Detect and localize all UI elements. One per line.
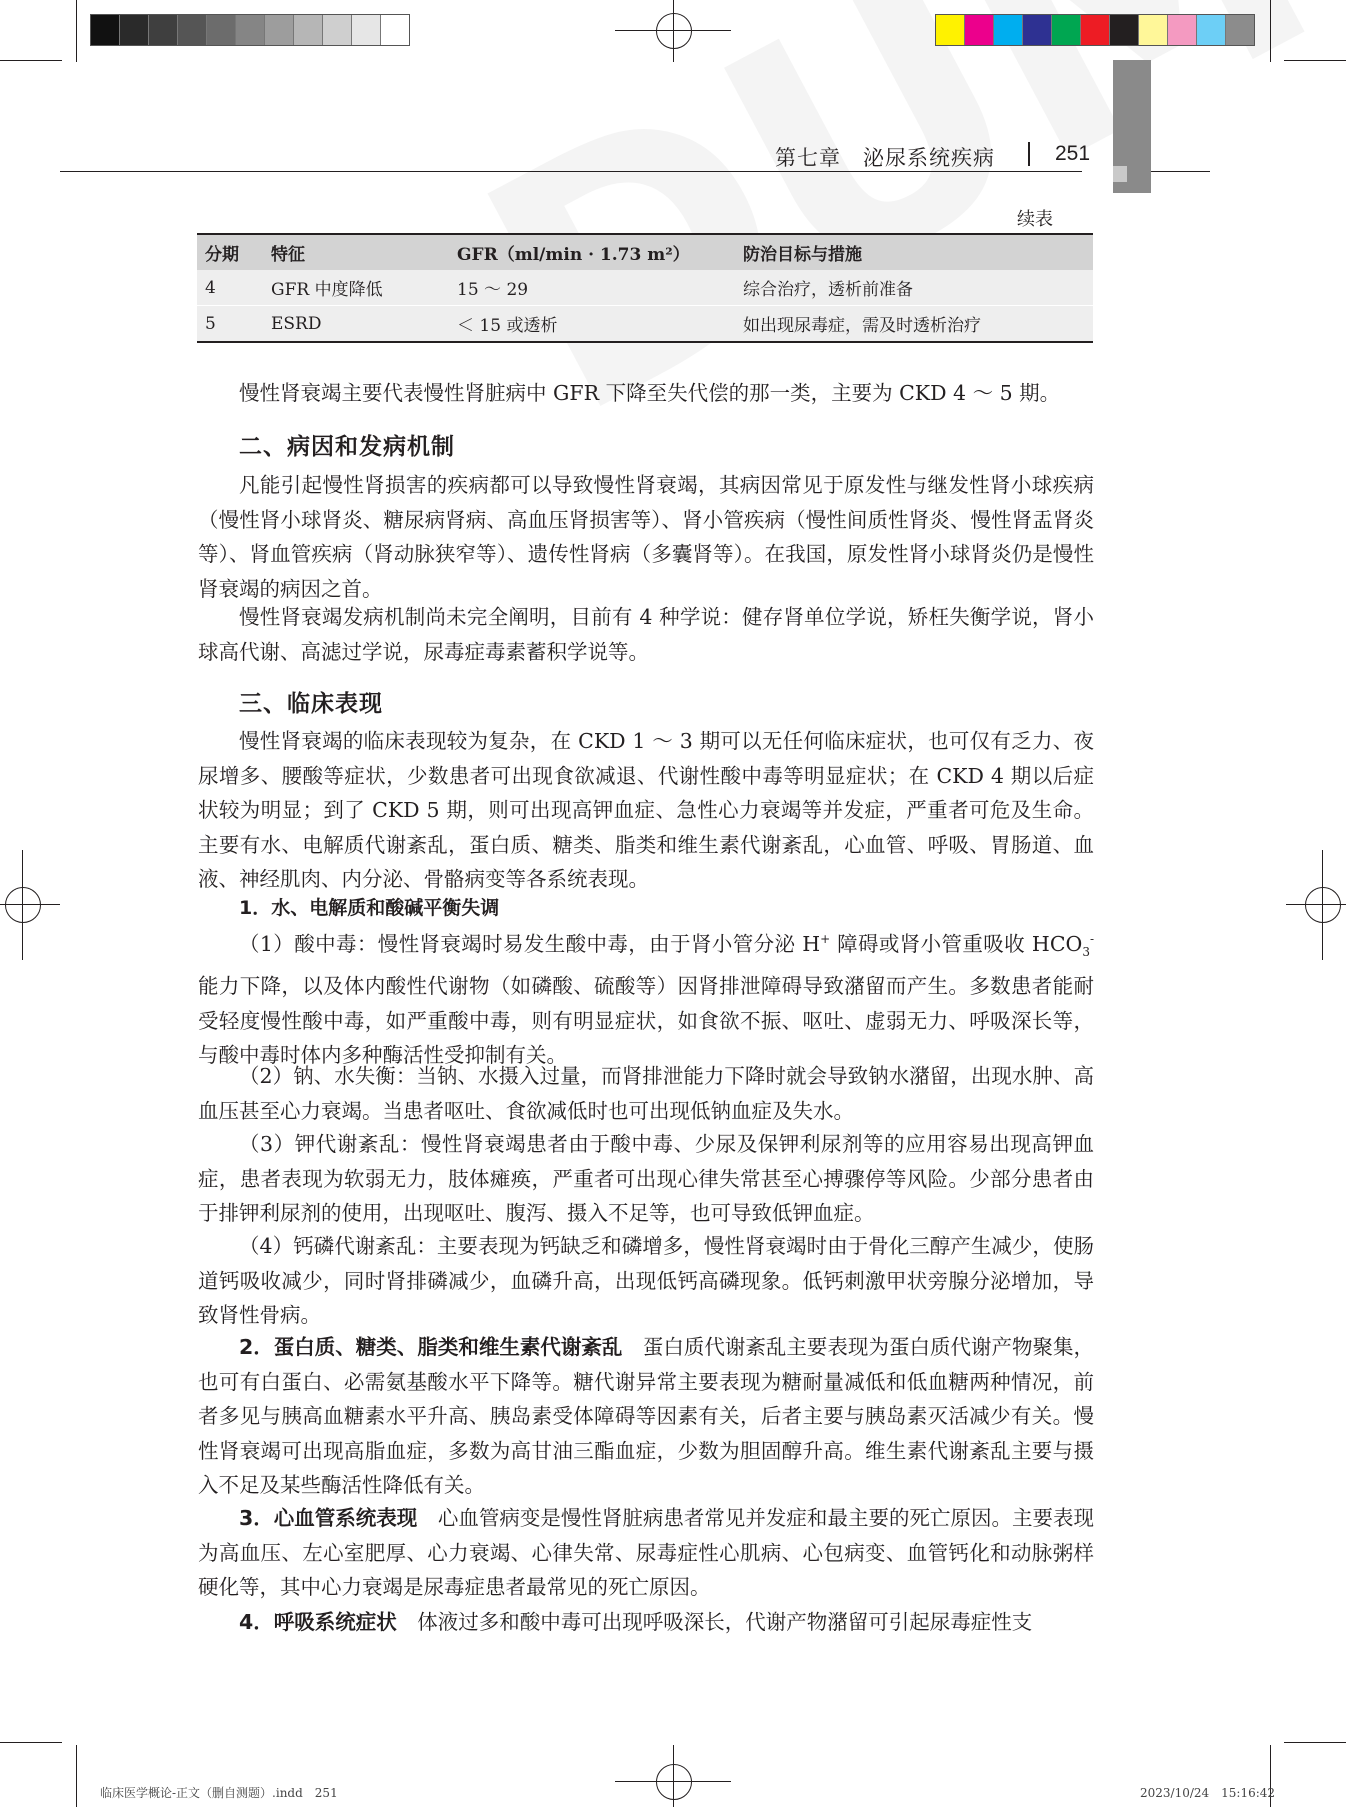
gray-swatch <box>91 15 120 45</box>
pathogenesis-paragraph: 慢性肾衰竭发病机制尚未完全阐明，目前有 4 种学说：健存肾单位学说，矫枉失衡学说，肾小球高代谢、高滤过学说，尿毒症毒素蓄积学说等。 <box>198 605 1094 664</box>
sodium-water-paragraph: （2）钠、水失衡：当钠、水摄入过量，而肾排泄能力下降时就会导致钠水潴留，出现水肿、高血压甚至心力衰竭。当患者呕吐、食欲减低时也可出现低钠血症及失水。 <box>198 1064 1094 1123</box>
gray-swatch <box>352 15 381 45</box>
table-cell: 4 <box>205 277 216 298</box>
acidosis-text-c: 能力下降，以及体内酸性代谢物（如磷酸、硫酸等）因肾排泄障碍导致潴留而产生。多数患者能耐受轻度慢性酸中毒，如严重酸中毒，则有明显症状，如食欲不振、呕吐、虚弱无力、呼吸深长等，与酸中毒时体内多种酶活性受抑制有关。 <box>198 974 1094 1068</box>
metabolism-text: 蛋白质代谢紊乱主要表现为蛋白质代谢产物聚集，也可有白蛋白、必需氨基酸水平下降等。糖代谢异常主要表现为糖耐量减低和低血糖两种情况，前者多见与胰高血糖素水平升高、胰岛素受体障碍等因素有关，后者主要与胰岛素灭活减少有关。慢性肾衰竭可出现高脂血症，多数为高甘油三酯血症，少数为胆固醇升高。维生素代谢紊乱主要与摄入不足及某些酶活性降低有关。 <box>198 1335 1094 1497</box>
acidosis-paragraph <box>198 922 1094 1073</box>
cardiovascular-text: 心血管病变是慢性肾脏病患者常见并发症和最主要的死亡原因。主要表现为高血压、左心室肥厚、心力衰竭、心律失常、尿毒症性心肌病、心包病变、血管钙化和动脉粥样硬化等，其中心力衰竭是尿毒症患者最常见的死亡原因。 <box>198 1506 1095 1599</box>
color-swatch <box>1052 15 1081 45</box>
gray-swatch <box>178 15 207 45</box>
hco3-superscript: - <box>1089 932 1095 946</box>
gray-swatch <box>381 15 409 45</box>
table-cell: 15 ～ 29 <box>457 280 529 300</box>
page-number: 251 <box>1055 142 1091 165</box>
subheading-electrolytes: 1．水、电解质和酸碱平衡失调 <box>239 897 500 919</box>
color-swatch <box>1110 15 1139 45</box>
table-cell: 5 <box>197 306 263 343</box>
table-cell: 如出现尿毒症，需及时透析治疗 <box>735 306 1093 343</box>
table-header-row <box>197 234 1093 270</box>
acidosis-text-a: （1）酸中毒：慢性肾衰竭时易发生酸中毒，由于肾小管分泌 H <box>239 931 821 956</box>
subheading-cardiovascular: 3．心血管系统表现 <box>239 1506 418 1530</box>
gray-swatch <box>294 15 323 45</box>
color-swatch <box>1081 15 1110 45</box>
header-separator <box>1028 142 1030 166</box>
cardiovascular-paragraph <box>198 1501 1094 1605</box>
ckd-stage-table <box>197 233 1093 343</box>
table-cell: GFR 中度降低 <box>271 280 383 300</box>
clinical-overview-paragraph: 慢性肾衰竭的临床表现较为复杂，在 CKD 1 ～ 3 期可以无任何临床症状，也可仅有乏力、夜尿增多、腰酸等症状，少数患者可出现食欲减退、代谢性酸中毒等明显症状；在 CKD 4 期以后症状较为明显；到了 CKD 5 期，则可出现高钾血症、急性心力衰竭等并发症，严重者可危及生命。主要有水、电解质代谢紊乱，蛋白质、糖类、脂类和维生素代谢紊乱，心血管、呼吸、胃肠道、血液、神经肌肉、内分泌、骨骼病变等各系统表现。 <box>198 729 1094 891</box>
table-continued-label: 续表 <box>1017 209 1053 230</box>
acidosis-text-b: 障碍或肾小管重吸收 HCO <box>830 931 1083 956</box>
table-cell: ESRD <box>263 306 449 343</box>
etiology-paragraph: 凡能引起慢性肾损害的疾病都可以导致慢性肾衰竭，其病因常见于原发性与继发性肾小球疾病（慢性肾小球肾炎、糖尿病肾病、高血压肾损害等）、肾小管疾病（慢性间质性肾炎、慢性肾盂肾炎等）、肾血管疾病（肾动脉狭窄等）、遗传性肾病（多囊肾等）。在我国，原发性肾小球肾炎仍是慢性肾衰竭的病因之首。 <box>198 473 1094 601</box>
gray-swatch <box>265 15 294 45</box>
color-swatch <box>936 15 965 45</box>
grayscale-calibration-bar <box>90 14 410 46</box>
gray-swatch <box>207 15 236 45</box>
table-cell: ＜ 15 或透析 <box>449 306 735 343</box>
header-rule <box>60 171 1082 172</box>
table-header-cell: 防治目标与措施 <box>735 234 1093 270</box>
h-ion-superscript: + <box>820 932 831 946</box>
table-row <box>197 306 1093 343</box>
color-swatch <box>965 15 994 45</box>
color-calibration-bar <box>935 14 1255 46</box>
gray-swatch <box>149 15 178 45</box>
color-swatch <box>1197 15 1226 45</box>
section-heading-clinical: 三、临床表现 <box>239 691 383 717</box>
section-heading-etiology: 二、病因和发病机制 <box>239 434 455 460</box>
hco3-subscript: 3 <box>1082 944 1090 959</box>
calcium-phosphate-paragraph: （4）钙磷代谢紊乱：主要表现为钙缺乏和磷增多，慢性肾衰竭时由于骨化三醇产生减少，使肠道钙吸收减少，同时肾排磷减少，血磷升高，出现低钙高磷现象。低钙刺激甲状旁腺分泌增加，导致肾性骨病。 <box>198 1234 1094 1327</box>
color-swatch <box>994 15 1023 45</box>
gray-swatch <box>120 15 149 45</box>
table-header-cell: GFR（ml/min · 1.73 m²） <box>449 234 735 270</box>
gray-swatch <box>236 15 265 45</box>
thumb-tab-notch <box>1113 166 1127 182</box>
table-header-cell: 特征 <box>263 234 449 270</box>
respiratory-paragraph <box>198 1605 1094 1640</box>
color-swatch <box>1023 15 1052 45</box>
running-header-chapter: 第七章 泌尿系统疾病 <box>775 146 995 170</box>
footer-timestamp: 2023/10/24 15:16:42 <box>1140 1786 1276 1800</box>
table-row <box>197 270 1093 306</box>
footer-file-slug: 临床医学概论-正文（删自测题）.indd 251 <box>100 1786 338 1800</box>
gray-swatch <box>323 15 352 45</box>
potassium-paragraph: （3）钾代谢紊乱：慢性肾衰竭患者由于酸中毒、少尿及保钾利尿剂等的应用容易出现高钾血症，患者表现为软弱无力，肢体瘫痪，严重者可出现心律失常甚至心搏骤停等风险。少部分患者由于排钾利尿剂的使用，出现呕吐、腹泻、摄入不足等，也可导致低钾血症。 <box>198 1132 1094 1225</box>
subheading-metabolism: 2．蛋白质、糖类、脂类和维生素代谢紊乱 <box>239 1335 623 1359</box>
intro-paragraph: 慢性肾衰竭主要代表慢性肾脏病中 GFR 下降至失代偿的那一类，主要为 CKD 4 ～ 5 期。 <box>239 381 1061 405</box>
subheading-respiratory: 4．呼吸系统症状 <box>239 1610 397 1634</box>
respiratory-text: 体液过多和酸中毒可出现呼吸深长，代谢产物潴留可引起尿毒症性支 <box>396 1610 1033 1634</box>
table-cell: 综合治疗，透析前准备 <box>743 280 913 300</box>
color-swatch <box>1226 15 1254 45</box>
table-header-cell: 分期 <box>197 234 263 270</box>
color-swatch <box>1139 15 1168 45</box>
color-swatch <box>1168 15 1197 45</box>
metabolism-paragraph <box>198 1330 1094 1503</box>
